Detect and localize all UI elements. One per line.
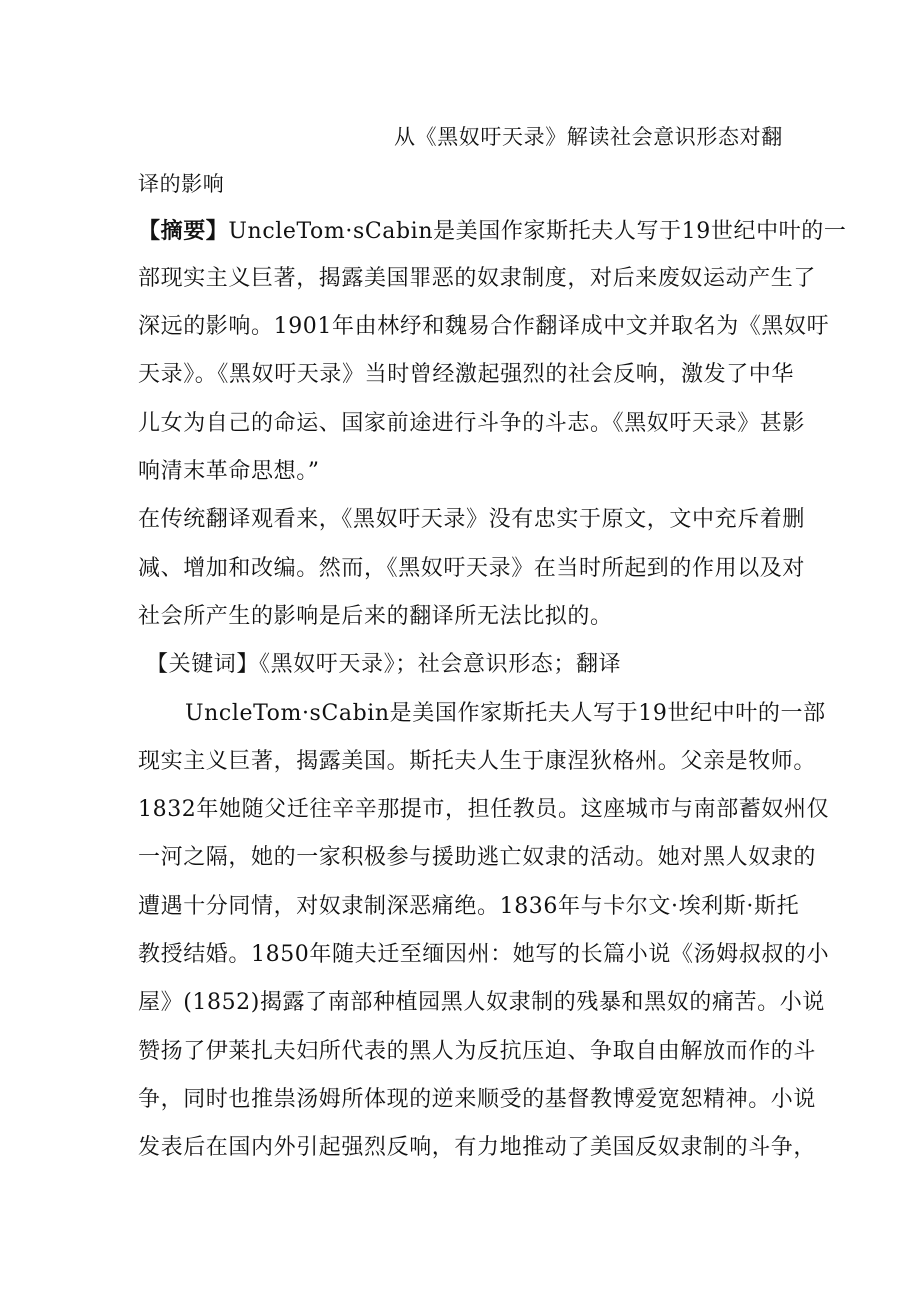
body-line-8: 赞扬了伊莱扎夫妇所代表的黑人为反抗压迫、争取自由解放而作的斗 [138,1039,817,1064]
body-line-2: 现实主义巨著，揭露美国。斯托夫人生于康涅狄格州。父亲是牧师。 [138,749,817,774]
body-line-7: 屋》(1852)揭露了南部种植园黑人奴隶制的残暴和黑奴的痛苦。小说 [138,990,825,1015]
keywords-line: 【关键词】《黑奴吁天录》；社会意识形态；翻译 [146,652,622,677]
abstract-line-6: 响清末革命思想。” [138,459,320,484]
abstract-line-2: 部现实主义巨著，揭露美国罪恶的奴隶制度，对后来废奴运动产生了 [138,266,817,291]
abstract-line-5: 儿女为自己的命运、国家前途进行斗争的斗志。《黑奴吁天录》甚影 [138,411,806,436]
body-line-6: 教授结婚。1850年随夫迁至缅因州：她写的长篇小说《汤姆叔叔的小 [138,942,830,967]
paragraph2-line-2: 减、增加和改编。然而，《黑奴吁天录》在当时所起到的作用以及对 [138,556,806,581]
body-line-9: 争，同时也推祟汤姆所体现的逆来顺受的基督教博爱宽恕精神。小说 [138,1087,817,1112]
abstract-line-3: 深远的影响。1901年由林纾和魏易合作翻译成中文并取名为《黑奴吁 [138,314,830,339]
title-line-2: 译的影响 [138,172,225,196]
body-line-1: UncleTom·sCabin是美国作家斯托夫人写于19世纪中叶的一部 [185,701,826,726]
paragraph2-line-1: 在传统翻译观看来，《黑奴吁天录》没有忠实于原文，文中充斥着删 [138,507,806,532]
abstract-line-1 [138,217,847,246]
abstract-label: 【摘要】 [138,218,229,244]
abstract-line-4: 天录》。《黑奴吁天录》当时曾经激起强烈的社会反响，激发了中华 [138,362,795,387]
body-line-5: 遭遇十分同情，对奴隶制深恶痛绝。1836年与卡尔文·埃利斯·斯托 [138,894,800,919]
body-line-10: 发表后在国内外引起强烈反响，有力地推动了美国反奴隶制的斗争， [138,1135,817,1160]
body-line-3: 1832年她随父迁往辛辛那提市，担任教员。这座城市与南部蓄奴州仅 [138,797,830,822]
paragraph2-line-3: 社会所产生的影响是后来的翻译所无法比拟的。 [138,604,613,629]
abstract-line-1-text: UncleTom·sCabin是美国作家斯托夫人写于19世纪中叶的一 [228,219,847,244]
title-line-1: 从《黑奴吁天录》解读社会意识形态对翻 [394,125,783,149]
body-line-4: 一河之隔，她的一家积极参与援助逃亡奴隶的活动。她对黑人奴隶的 [138,845,817,870]
